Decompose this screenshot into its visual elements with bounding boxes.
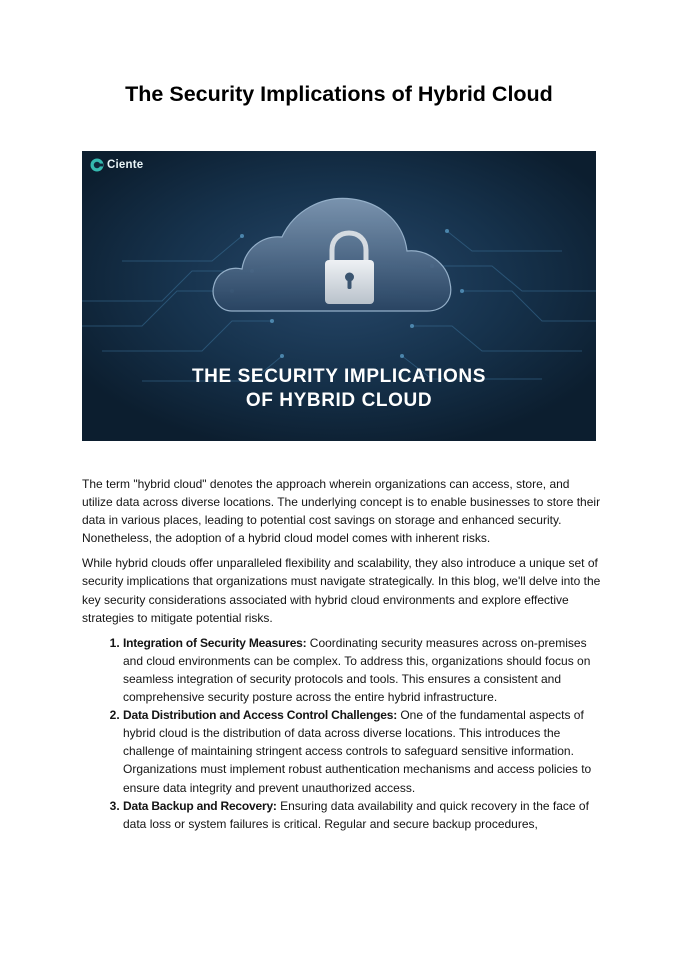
hero-heading-line1: THE SECURITY IMPLICATIONS <box>191 366 487 387</box>
list-item-term: Data Distribution and Access Control Challenges: <box>123 708 397 723</box>
list-item <box>123 797 602 833</box>
intro-paragraph-1: The term "hybrid cloud" denotes the approach wherein organizations can access, store, and utilize data across diverse locations. The underlying concept is to enable businesses to store their data in various places, leading to potential cost savings on storage and enhanced security. Nonetheless, the adoption of a hybrid cloud model comes with inherent risks. <box>82 477 601 546</box>
hero-heading-line2: OF HYBRID CLOUD <box>245 390 433 411</box>
list-item <box>123 706 602 796</box>
intro-paragraph-2: While hybrid clouds offer unparalleled flexibility and scalability, they also introduce a unique set of security implications that organizations must navigate strategically. In this blog, we'll delve into the key security considerations associated with hybrid cloud environments and explore effective strategies to mitigate potential risks. <box>82 556 601 625</box>
list-item-term: Integration of Security Measures: <box>123 635 307 650</box>
list-item-text: Ensuring data availability and quick recovery in the face of data loss or system failures is critical. Regular and secure backup procedures, <box>123 798 589 831</box>
article-body <box>82 475 602 833</box>
ciente-logo-icon <box>90 158 104 172</box>
hero-image <box>82 151 596 441</box>
brand-logo <box>90 158 143 172</box>
brand-name: Ciente <box>107 159 144 171</box>
list-item-text: Coordinating security measures across on-premises and cloud environments can be complex. To address this, organizations should focus on seamless integration of security protocols and tools. This ensures a consistent and comprehensive security posture across the entire hybrid infrastructure. <box>123 635 591 705</box>
security-considerations-list <box>82 634 602 833</box>
list-item-text: One of the fundamental aspects of hybrid cloud is the distribution of data across diverse locations. This introduces the challenge of maintaining stringent access controls to safeguard sensitive information. Organizations must implement robust authentication mechanisms and access policies to ensure data integrity and prevent unauthorized access. <box>123 708 592 795</box>
list-item <box>123 634 602 706</box>
page-title: The Security Implications of Hybrid Cloud <box>125 82 553 106</box>
list-item-term: Data Backup and Recovery: <box>123 798 277 813</box>
